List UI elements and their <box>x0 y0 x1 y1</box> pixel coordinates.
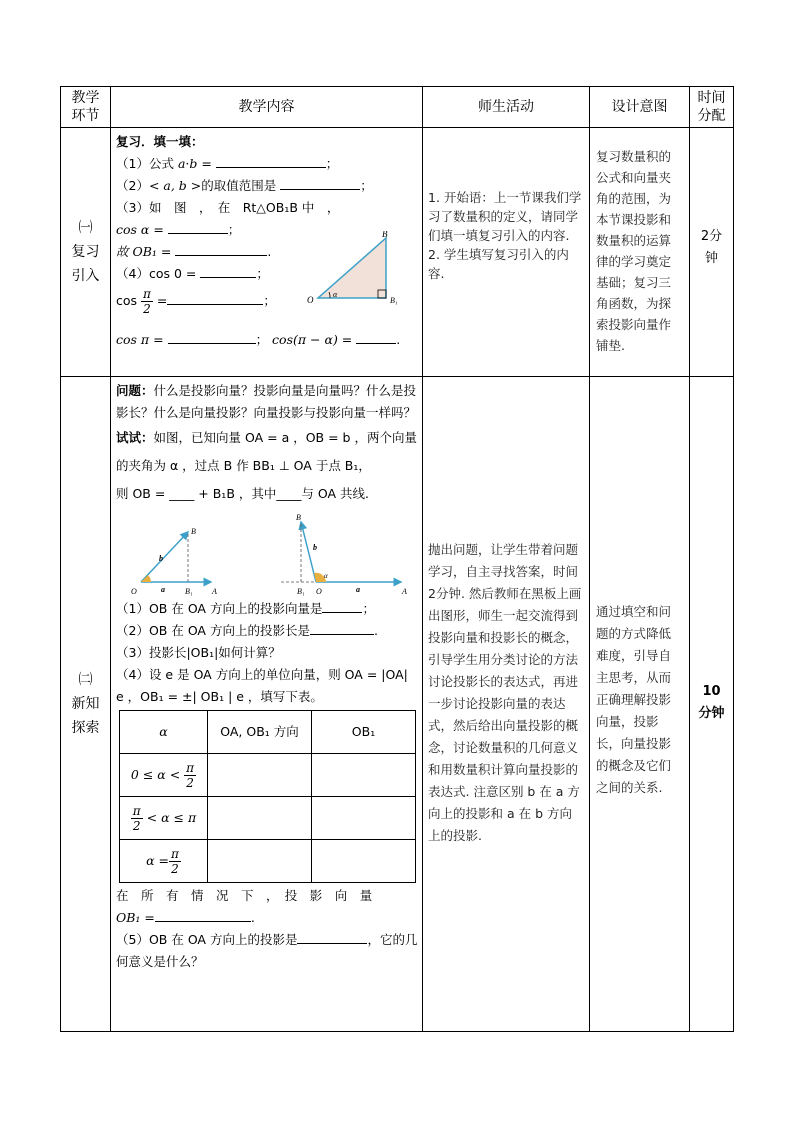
table-header-ob1: OB₁ <box>312 711 416 754</box>
explore-activity: 抛出问题，让学生带着问题学习，自主寻找答案，时间2分钟. 然后教师在黑板上画出图形，师生一起交流得到投影向量和投影长的概念，引导学生用分类讨论的方法讨论投影长的表达式，再进一步讨论投影向量的表达式，然后给出向量投影的概念，讨论数量积的几何意义和用数量积计算向量投影的表达式. 注意区别 b 在 a 方向上的投影和 a 在 b 方向上的投影. <box>423 377 590 1032</box>
explore-intent: 通过填空和问题的方式降低难度，引导自主思考，从而正确理解投影向量，投影长，向量投影的概念及它们之间的关系. <box>590 377 690 1032</box>
try-text: 试试：如图，已知向量 OA = a ，OB = b ，两个向量的夹角为 α ，过点 B 作 BB₁ ⊥ OA 于点 B₁， <box>116 430 417 473</box>
explore-p1: （1）OB 在 OA 方向上的投影向量是 ； <box>116 601 375 616</box>
all-cases-2: OB₁ = . <box>116 910 255 925</box>
label-b1: B₁ <box>390 296 398 305</box>
label-alpha: α <box>333 290 338 299</box>
table-cell[interactable] <box>312 754 416 797</box>
header-row <box>61 87 734 128</box>
label-vec-a: a <box>356 585 360 594</box>
blank[interactable] <box>356 330 396 344</box>
header-content: 教学内容 <box>111 87 423 128</box>
stage-explore <box>61 377 111 1032</box>
label-o: O <box>316 587 322 596</box>
right-triangle-figure <box>298 231 408 309</box>
review-title: 复习．填一填： <box>116 134 204 149</box>
question: 问题：什么是投影向量？投影向量是向量吗？什么是投影长？什么是向量投影？向量投影与投影向量一样吗？ <box>116 383 417 420</box>
table-header-alpha: α <box>120 711 208 754</box>
table-cell[interactable] <box>312 840 416 883</box>
explore-p4: （4）设 e 是 OA 方向上的单位向量，则 OA = |OA| e ，OB₁ = ±| OB₁ | e ，填写下表。 <box>116 667 408 704</box>
direction-table <box>119 710 416 883</box>
label-a: A <box>402 587 407 596</box>
review-intent: 复习数量积的公式和向量夹角的范围，为本节课投影和数量积的运算律的学习奠定基础；复习三角函数，为探索投影向量作铺垫. <box>590 128 690 377</box>
blank[interactable] <box>322 599 362 613</box>
explore-p3: （3）投影长|OB₁|如何计算？ <box>116 645 281 660</box>
blank[interactable] <box>175 242 267 256</box>
table-cell[interactable] <box>208 840 312 883</box>
blank[interactable] <box>297 930 367 944</box>
explore-time: 10分钟 <box>690 377 734 1032</box>
review-q4-block: （4）cos 0 = ； cos $\frac{\pi}{2}$ = ； O B B₁ α <box>116 263 418 329</box>
lesson-plan-table <box>60 86 734 1032</box>
header-stage: 教学环节 <box>61 87 111 128</box>
label-b1: B₁ <box>185 587 193 596</box>
projection-figures <box>116 514 416 598</box>
review-content <box>111 128 423 377</box>
stage-number: ㈠ <box>78 220 93 236</box>
table-cell[interactable] <box>208 754 312 797</box>
label-vec-a: a <box>161 585 165 594</box>
header-intent: 设计意图 <box>590 87 690 128</box>
table-row-1-alpha: 0 ≤ α < $\frac{\pi}{2}$ <box>120 754 208 797</box>
table-row-3-alpha: α = $\frac{\pi}{2}$ <box>120 840 208 883</box>
row-explore <box>61 377 734 1032</box>
blank[interactable] <box>216 154 326 168</box>
table-header-direction: OA, OB₁ 方向 <box>208 711 312 754</box>
label-o: O <box>131 587 137 596</box>
blank[interactable] <box>155 908 251 922</box>
table-row-2-alpha: $\frac{\pi}{2}$ < α ≤ π <box>120 797 208 840</box>
explore-content <box>111 377 423 1032</box>
stage-review <box>61 128 111 377</box>
stage-number: ㈡ <box>78 672 93 688</box>
review-time: 2分钟 <box>690 128 734 377</box>
try-text-2: 则 OB = ____ + B₁B ，其中____与 OA 共线. <box>116 486 369 501</box>
row-review <box>61 128 734 377</box>
review-activity: 1. 开始语：上一节课我们学习了数量积的定义，请同学们填一填复习引入的内容. 2. 学生填写复习引入的内容. <box>423 128 590 377</box>
review-q3-ob: 故 OB₁ = . <box>116 244 272 259</box>
blank[interactable] <box>310 621 374 635</box>
label-b: B <box>296 514 301 522</box>
review-q2: （2）< a, b >的取值范围是 ； <box>116 178 373 193</box>
header-activity: 师生活动 <box>423 87 590 128</box>
label-b: B <box>191 527 196 536</box>
review-q4-tail: cos π = ； cos(π − α) = . <box>116 332 401 347</box>
label-vec-b: b <box>313 543 317 552</box>
stage-name: 复习引入 <box>71 244 100 284</box>
review-q3-cos: cos α = ； <box>116 222 241 237</box>
blank[interactable] <box>167 291 263 305</box>
table-cell[interactable] <box>208 797 312 840</box>
label-b1: B₁ <box>297 587 305 596</box>
blank[interactable] <box>200 264 256 278</box>
explore-p2: （2）OB 在 OA 方向上的投影长是 . <box>116 623 378 638</box>
label-b: B <box>382 231 388 239</box>
header-time: 时间分配 <box>690 87 734 128</box>
label-o: O <box>307 295 314 305</box>
label-vec-b: b <box>159 554 163 563</box>
stage-name: 新知探索 <box>71 696 100 736</box>
label-a: A <box>212 587 217 596</box>
review-q3: （3）如 图 ， 在 Rt△OB₁B 中 ， <box>116 200 340 215</box>
blank[interactable] <box>280 176 360 190</box>
label-alpha: α <box>324 572 328 580</box>
explore-p5: （5）OB 在 OA 方向上的投影是 ，它的几何意义是什么？ <box>116 932 418 969</box>
blank[interactable] <box>168 220 228 234</box>
all-cases: 在 所 有 情 况 下 ， 投 影 向 量 <box>116 888 373 903</box>
table-cell[interactable] <box>312 797 416 840</box>
blank[interactable] <box>168 330 256 344</box>
review-q1: （1）公式 a·b = ； <box>116 156 339 171</box>
